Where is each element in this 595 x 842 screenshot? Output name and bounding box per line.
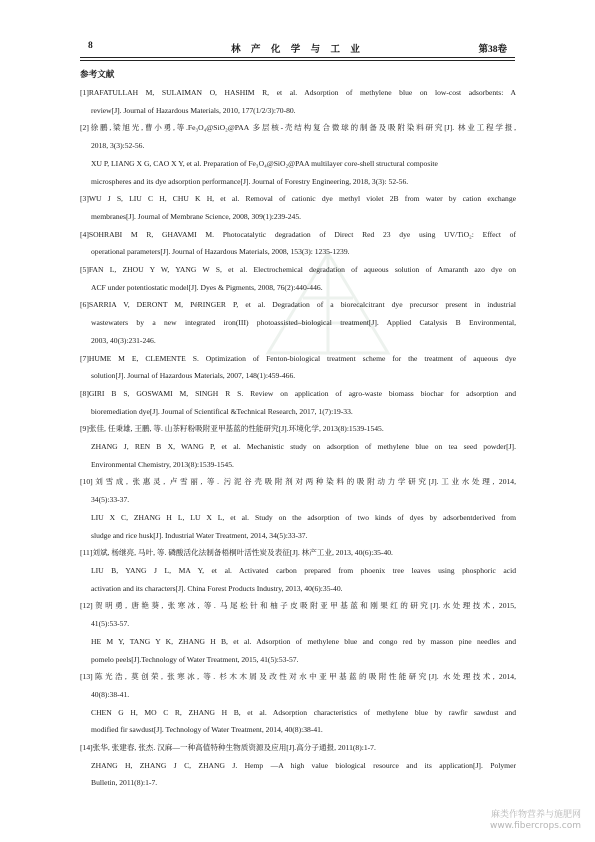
reference-english-text-continued: activation and its characters[J]. China Forest Products Industry, 2013, 40(6):35-40. [91,583,343,593]
reference-text-continued: wastewaters by a new integrated iron(III) photoassisted–biological treatment[J]. Applied Catalysis B Environmental, [91,318,516,328]
reference-7 [80,350,516,385]
watermark-site-name: 麻类作物营养与施肥网 [490,810,581,820]
reference-11 [80,544,516,597]
reference-10 [80,473,516,544]
reference-english-text-continued: modified fir sawdust[J]. Technology of Water Treatment, 2014, 40(8):38-41. [91,725,323,735]
reference-text: [7]HUME M E, CLEMENTE S. Optimization of Fenton-biological treatment scheme for the treatment of aqueous dye [80,353,516,363]
reference-english-text: CHEN G H, MO C R, ZHANG H B, et al. Adsorption characteristics of methylene blue by rawfir sawdust and [91,707,516,717]
reference-text: [4]SOHRABI M R, GHAVAMI M. Photocatalytic degradation of Direct Red 23 dye using UV/TiO₂: Effect of [80,229,516,239]
reference-english-text: ZHANG H, ZHANG J C, ZHANG J. Hemp —A high value biological resource and its application[J]. Polymer [91,760,516,770]
reference-list [80,84,516,792]
reference-3 [80,190,516,225]
reference-text-continued: operational parameters[J]. Journal of Hazardous Materials, 2008, 153(3): 1235-1239. [91,247,350,257]
page-number: 8 [88,41,93,51]
reference-text-continued: 40(8):38-41. [91,689,130,699]
reference-text: [9]张佳, 任秉雄, 王鹏, 等. 山茶籽粉吸附亚甲基蓝的性能研究[J].环境化学, 2013(8):1539-1545. [80,424,384,434]
reference-12 [80,597,516,668]
header-rule-thin [80,60,515,61]
reference-text-continued: membranes[J]. Journal of Membrane Science, 2008, 309(1):239-245. [91,211,302,221]
references-heading: 参考文献 [80,69,115,79]
page-header [80,40,515,56]
reference-text: [14]张华, 张建春, 张杰. 汉麻—一种高值特种生物质资源及应用[J].高分子通报, 2011(8):1-7. [80,743,376,753]
reference-1 [80,84,516,119]
reference-6 [80,296,516,349]
reference-english-text-continued: sludge and rice husk[J]. Industrial Water Treatment, 2014, 34(5):33-37. [91,530,308,540]
reference-english-text-continued: Environmental Chemistry, 2013(8):1539-1545. [91,459,234,469]
reference-text-continued: 2018, 3(3):52-56. [91,141,145,151]
reference-9 [80,420,516,473]
reference-13 [80,668,516,739]
reference-2 [80,119,516,190]
reference-8 [80,385,516,420]
reference-text: [10]刘雪成, 张惠灵, 卢雪丽, 等. 污泥谷壳吸附剂对两种染料的吸附动力学研究[J].工业水处理, 2014, [80,477,516,487]
reference-english-text: HE M Y, TANG Y K, ZHANG H B, et al. Adsorption of methylene blue and congo red by masson pine needles and [91,636,516,646]
header-rule-thick [80,57,515,58]
reference-text: [1]RAFATULLAH M, SULAIMAN O, HASHIM R, et al. Adsorption of methylene blue on low-cost adsorbents: A [80,88,516,97]
reference-text-continued: 41(5):53-57. [91,619,130,629]
reference-text-continued: 2003, 40(3):231-246. [91,335,156,345]
volume-label: 第38卷 [478,45,507,55]
reference-text-continued: review[J]. Journal of Hazardous Materials, 2010, 177(1/2/3):70-80. [91,105,296,115]
reference-5 [80,261,516,296]
reference-text: [6]SARRIA V, DERONT M, PéRINGER P, et al. Degradation of a biorecalcitrant dye precursor present in industrial [80,300,516,310]
reference-text: [12]贺明勇, 唐艳葵, 张寒冰, 等. 马尾松针和柚子皮吸附亚甲基蓝和刚果红的研究[J].水处理技术, 2015, [80,601,516,611]
watermark-text [490,810,581,832]
reference-text: [13]陈光浩, 莫创荣, 张寒冰, 等. 杉木木屑及改性对水中亚甲基蓝的吸附性能研究[J]. 水处理技术, 2014, [80,672,516,682]
reference-english-text: LIU B, YANG J L, MA Y, et al. Activated carbon prepared from phoenix tree leaves using phosphoric acid [91,565,516,575]
reference-text: [3]WU J S, LIU C H, CHU K H, et al. Removal of cationic dye methyl violet 2B from water by cation exchange [80,194,516,204]
reference-text-continued: 34(5):33-37. [91,495,130,505]
reference-14 [80,739,516,792]
reference-english-text: LIU X C, ZHANG H L, LU X L, et al. Study on the adsorption of two kinds of dyes by adsorbentderived from [91,512,516,522]
reference-text: [8]GIRI B S, GOSWAMI M, SINGH R S. Review on application of agro-waste biomass biochar for adsorption and [80,388,516,398]
reference-english-text-continued: pomelo peels[J].Technology of Water Treatment, 2015, 41(5):53-57. [91,654,299,664]
reference-text: [5]FAN L, ZHOU Y W, YANG W S, et al. Electrochemical degradation of aqueous solution of Amaranth azo dye on [80,265,516,275]
reference-english-text: ZHANG J, REN B X, WANG P, et al. Mechanistic study on adsorption of methylene blue on tea seed powder[J]. [91,442,516,452]
reference-text-continued: bioremediation dye[J]. Journal of Scientifical &Technical Research, 2017, 1(7):19-33. [91,406,353,416]
reference-text: [11]刘斌, 杨继亮, 马叶, 等. 磷酸活化法制备梧桐叶活性炭及表征[J]. 林产工业, 2013, 40(6):35-40. [80,548,393,558]
journal-title: 林 产 化 学 与 工 业 [231,45,364,55]
reference-text: [2]徐鹏,梁旭光,曹小勇,等.Fe₃O₄@SiO₂@PAA 多层核-壳结构复合微球的制备及吸附染料研究[J]. 林业工程学报, [80,123,516,133]
watermark-url: www.fibercrops.com [490,821,581,831]
reference-english-text-continued: Bulletin, 2011(8):1-7. [91,778,158,788]
reference-english-text: XU P, LIANG X G, CAO X Y, et al. Preparation of Fe₃O₄@SiO₂@PAA multilayer core-shell structural composite [91,158,438,168]
reference-4 [80,226,516,261]
reference-text-continued: ACF under potentiostatic model[J]. Dyes & Pigments, 2008, 76(2):440-446. [91,282,323,292]
reference-text-continued: solution[J]. Journal of Hazardous Materials, 2007, 148(1):459-466. [91,371,296,381]
reference-english-text-continued: microspheres and its dye adsorption performance[J]. Journal of Forestry Engineering, 2018, 3(3): 52-56. [91,176,409,186]
